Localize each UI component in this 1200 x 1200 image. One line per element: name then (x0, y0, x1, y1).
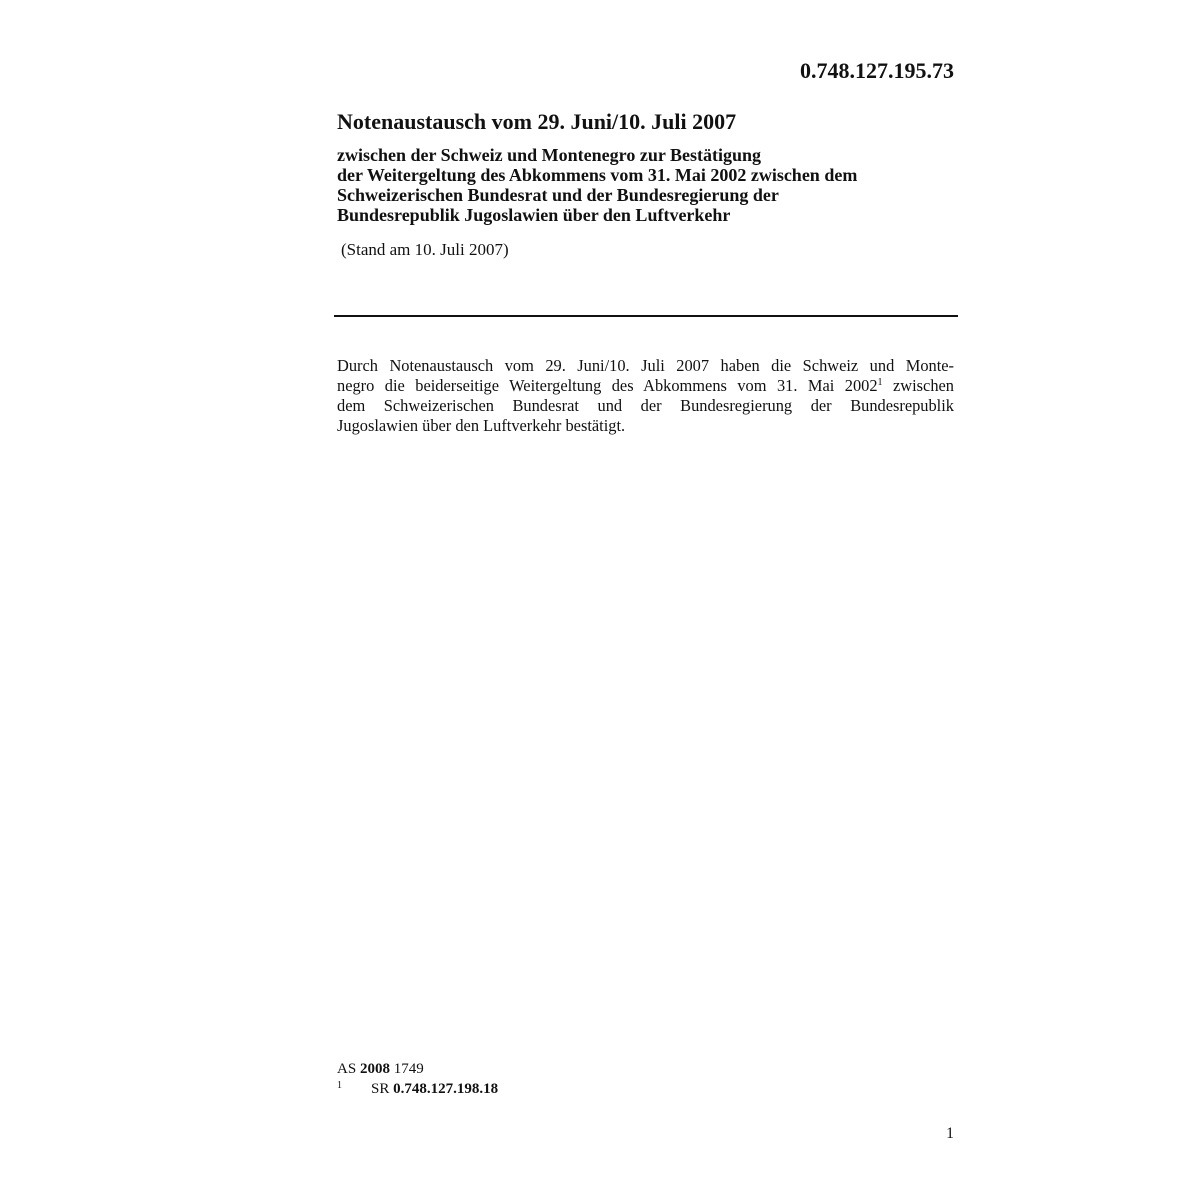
footnote-1: 1 SR 0.748.127.198.18 (337, 1080, 499, 1097)
status-date: (Stand am 10. Juli 2007) (341, 240, 509, 259)
page-number: 1 (946, 1125, 954, 1142)
as-prefix: AS (337, 1061, 360, 1077)
body-line: Durch Notenaustausch vom 29. Juni/10. Juli 2007 haben die Schweiz und Monte- (337, 356, 954, 375)
document-title: Notenaustausch vom 29. Juni/10. Juli 2007 (337, 109, 737, 134)
footnote-sr-link[interactable]: 0.748.127.198.18 (393, 1081, 499, 1097)
subtitle-line: der Weitergeltung des Abkommens vom 31. Mai 2002 zwischen dem (337, 165, 858, 185)
body-paragraph (337, 356, 954, 436)
sr-number: 0.748.127.195.73 (800, 58, 954, 83)
footnote-prefix: SR (371, 1081, 394, 1097)
horizontal-rule (334, 315, 958, 317)
as-page: 1749 (389, 1061, 424, 1077)
subtitle-line: Schweizerischen Bundesrat und der Bundesregierung der (337, 185, 779, 205)
footnote-reference[interactable]: 1 (877, 377, 883, 388)
document-subtitle (337, 145, 957, 225)
subtitle-line: Bundesrepublik Jugoslawien über den Luftverkehr (337, 205, 731, 225)
body-line: Jugoslawien über den Luftverkehr bestätigt. (337, 416, 626, 435)
as-year: 2008 (359, 1061, 390, 1077)
footnotes (337, 1059, 498, 1099)
official-compilation-reference (337, 1059, 498, 1079)
body-line (337, 376, 954, 396)
body-text-segment: negro die beiderseitige Weitergeltung des Abkommens vom 31. Mai 2002 (337, 376, 878, 395)
subtitle-line: zwischen der Schweiz und Montenegro zur Bestätigung (337, 145, 762, 165)
body-text-segment: zwischen (882, 376, 954, 395)
body-line: dem Schweizerischen Bundesrat und der Bundesregierung der Bundesrepublik (337, 396, 954, 415)
